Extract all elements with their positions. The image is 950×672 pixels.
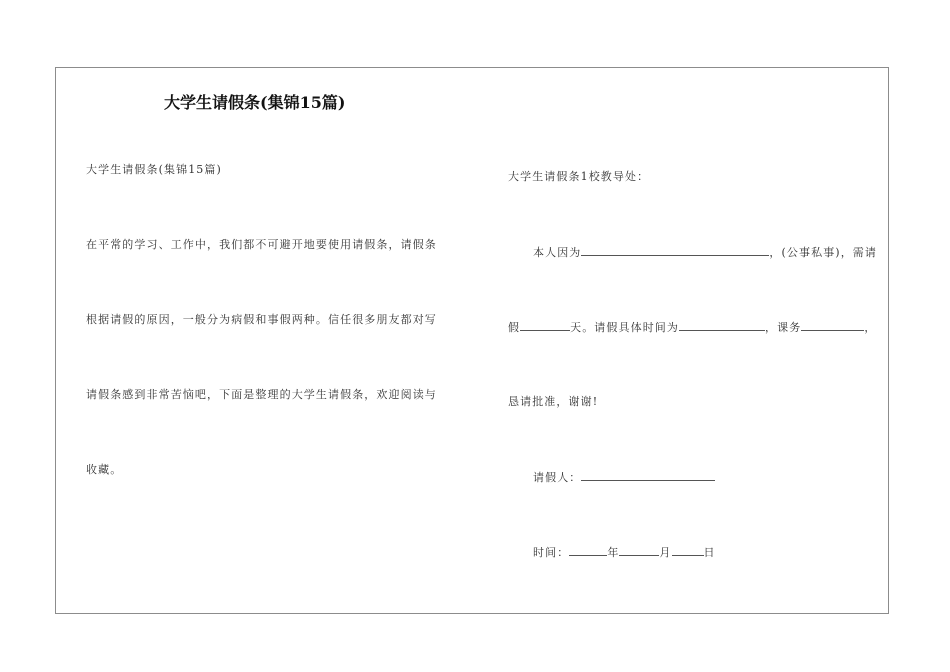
days-blank[interactable] [520,318,570,331]
date-line [533,543,716,560]
month-label: 月 [659,546,672,559]
line-end-comma: ， [864,321,877,334]
paragraph-line-1: 在平常的学习、工作中，我们都不可避开地要使用请假条，请假条 [86,238,437,251]
day-label: 日 [703,546,716,559]
applicant-line [533,468,715,485]
reason-blank[interactable] [581,243,769,256]
form-line-reason [533,243,877,260]
reason-suffix: ，(公事私事)，需请 [769,246,877,259]
applicant-label: 请假人： [533,471,582,484]
paragraph-line-4: 收藏。 [86,463,123,476]
document-page [55,67,889,614]
reason-label: 本人因为 [533,246,582,259]
period-blank[interactable] [679,318,765,331]
approval-request: 恳请批准，谢谢! [508,395,599,408]
applicant-blank[interactable] [581,468,715,481]
paragraph-line-3: 请假条感到非常苦恼吧，下面是整理的大学生请假条，欢迎阅读与 [86,388,437,401]
salutation: 大学生请假条1校教导处： [508,170,650,183]
year-label: 年 [607,546,620,559]
paragraph-line-2: 根据请假的原因，一般分为病假和事假两种。信任很多朋友都对写 [86,313,437,326]
course-blank[interactable] [801,318,864,331]
time-label: 时间： [533,546,570,559]
left-heading: 大学生请假条(集锦15篇) [86,163,222,176]
month-blank[interactable] [619,543,659,556]
form-line-days [508,318,876,335]
document-title: 大学生请假条(集锦15篇) [164,93,346,112]
course-label: ，课务 [765,321,802,334]
year-blank[interactable] [569,543,607,556]
days-suffix: 天。请假具体时间为 [570,321,680,334]
day-blank[interactable] [672,543,704,556]
leave-label: 假 [508,321,521,334]
